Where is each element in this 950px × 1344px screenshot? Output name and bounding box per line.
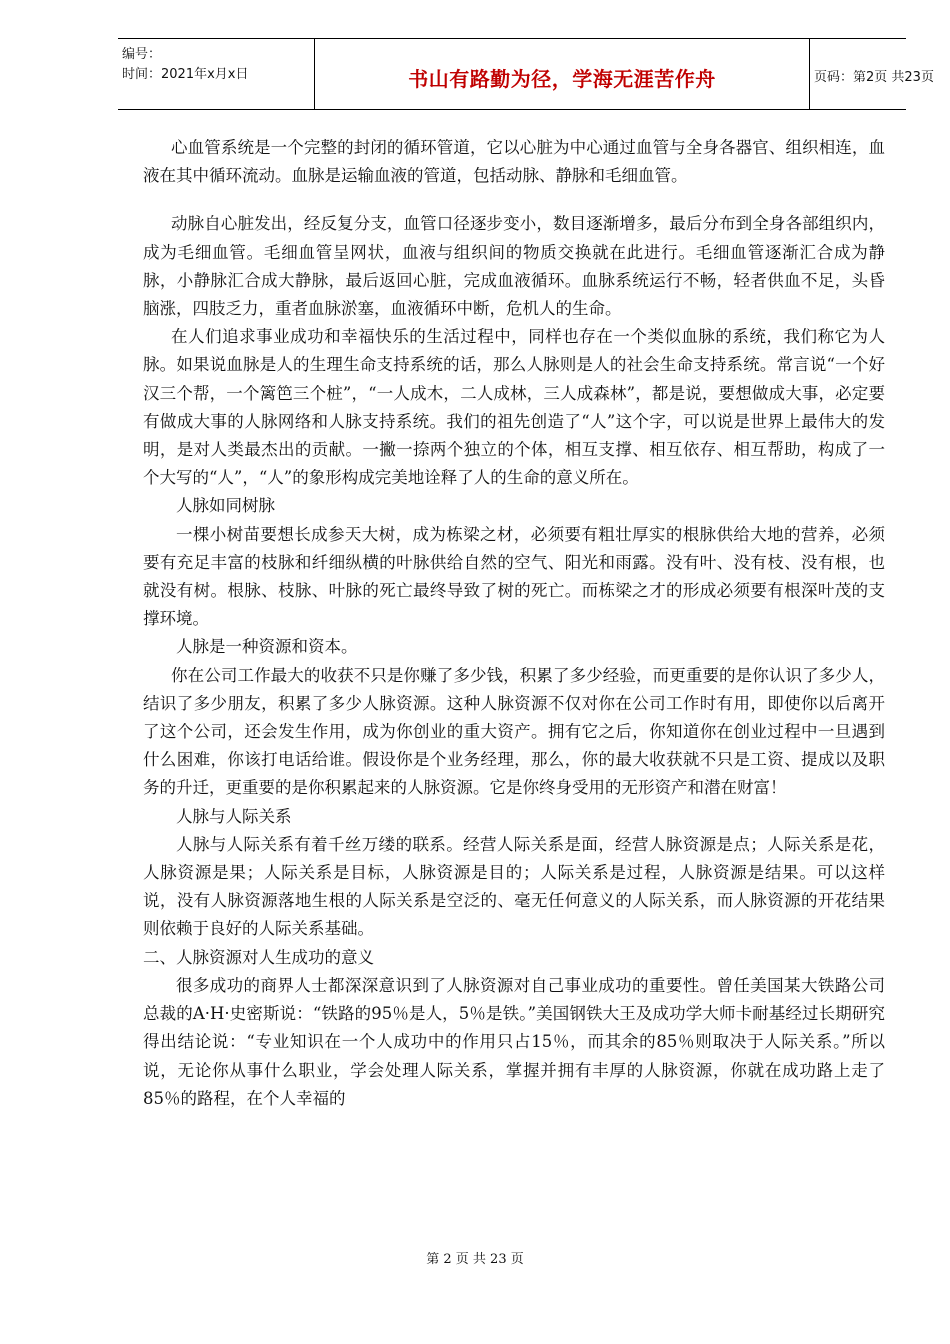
paragraph: 在人们追求事业成功和幸福快乐的生活过程中，同样也存在一个类似血脉的系统，我们称它为人脉。如果说血脉是人的生理生命支持系统的话，那么人脉则是人的社会生命支持系统。常言说“一个好汉三个帮，一个篱笆三个桩”，“一人成木，二人成林，三人成森林”，都是说，要想做成大事，必定要有做成大事的人脉网络和人脉支持系统。我们的祖先创造了“人”这个字，可以说是世界上最伟大的发明，是对人类最杰出的贡献。一撇一捺两个独立的个体，相互支撑、相互依存、相互帮助，构成了一个大写的“人”，“人”的象形构成完美地诠释了人的生命的意义所在。 bbox=[143, 327, 885, 488]
paragraph: 你在公司工作最大的收获不只是你赚了多少钱，积累了多少经验，而更重要的是你认识了多少人，结识了多少朋友，积累了多少人脉资源。这种人脉资源不仅对你在公司工作时有用，即使你以后离开了这个公司，还会发生作用，成为你创业的重大资产。拥有它之后，你知道你在创业过程中一旦遇到什么困难，你该打电话给谁。假设你是个业务经理，那么，你的最大收获就不只是工资、提成以及职务的升迁，更重要的是你积累起来的人脉资源。它是你终身受用的无形资产和潜在财富！ bbox=[143, 665, 885, 798]
section-heading: 人脉与人际关系 bbox=[176, 806, 292, 826]
page-footer: 第 2 页 共 23 页 bbox=[426, 1252, 524, 1267]
paragraph: 人脉与人际关系有着千丝万缕的联系。经营人际关系是面，经营人脉资源是点；人际关系是花，人脉资源是果；人际关系是目标，人脉资源是目的；人际关系是过程，人脉资源是结果。可以这样说，没有人脉资源落地生根的人际关系是空泛的、毫无任何意义的人际关系，而人脉资源的开花结果则依赖于良好的人际关系基础。 bbox=[143, 834, 885, 939]
section-heading: 人脉是一种资源和资本。 bbox=[176, 637, 358, 657]
document-body bbox=[143, 134, 885, 1113]
header-page-code: 页码：第2页 共23页 bbox=[814, 70, 934, 85]
header-page-cell bbox=[808, 39, 934, 109]
paragraph: 很多成功的商界人士都深深意识到了人脉资源对自己事业成功的重要性。曾任美国某大铁路公司总裁的A·H·史密斯说：“铁路的95％是人，5％是铁。”美国钢铁大王及成功学大师卡耐基经过长期研究得出结论说：“专业知识在一个人成功中的作用只占15％，而其余的85％则取决于人际关系。”所以说，无论你从事什么职业，学会处理人际关系，掌握并拥有丰厚的人脉资源，你就在成功路上走了85％的路程，在个人幸福的 bbox=[143, 975, 885, 1108]
paragraph: 一棵小树苗要想长成参天大树，成为栋梁之材，必须要有粗壮厚实的根脉供给大地的营养，必须要有充足丰富的枝脉和纤细纵横的叶脉供给自然的空气、阳光和雨露。没有叶、没有枝、没有根，也就没有树。根脉、枝脉、叶脉的死亡最终导致了树的死亡。而栋梁之才的形成必须要有根深叶茂的支撑环境。 bbox=[143, 524, 885, 629]
header-motto-cell bbox=[314, 39, 810, 109]
paragraph-gap bbox=[143, 190, 885, 210]
paragraph: 动脉自心脏发出，经反复分支，血管口径逐步变小，数目逐渐增多，最后分布到全身各部组织内，成为毛细血管。毛细血管呈网状，血液与组织间的物质交换就在此进行。毛细血管逐渐汇合成为静脉，小静脉汇合成大静脉，最后返回心脏，完成血液循环。血脉系统运行不畅，轻者供血不足，头昏脑涨，四肢乏力，重者血脉淤塞，血液循环中断，危机人的生命。 bbox=[143, 214, 885, 319]
section-heading: 人脉如同树脉 bbox=[176, 496, 275, 516]
document-header bbox=[118, 38, 934, 110]
header-motto: 书山有路勤为径，学海无涯苦作舟 bbox=[408, 67, 716, 91]
header-serial-label: 编号： bbox=[122, 47, 162, 62]
header-date: 时间：2021年x月x日 bbox=[122, 67, 249, 82]
header-info-cell bbox=[118, 39, 314, 109]
paragraph: 心血管系统是一个完整的封闭的循环管道，它以心脏为中心通过血管与全身各器官、组织相连，血液在其中循环流动。血脉是运输血液的管道，包括动脉、静脉和毛细血管。 bbox=[143, 138, 885, 186]
chapter-heading: 二、人脉资源对人生成功的意义 bbox=[143, 947, 374, 967]
